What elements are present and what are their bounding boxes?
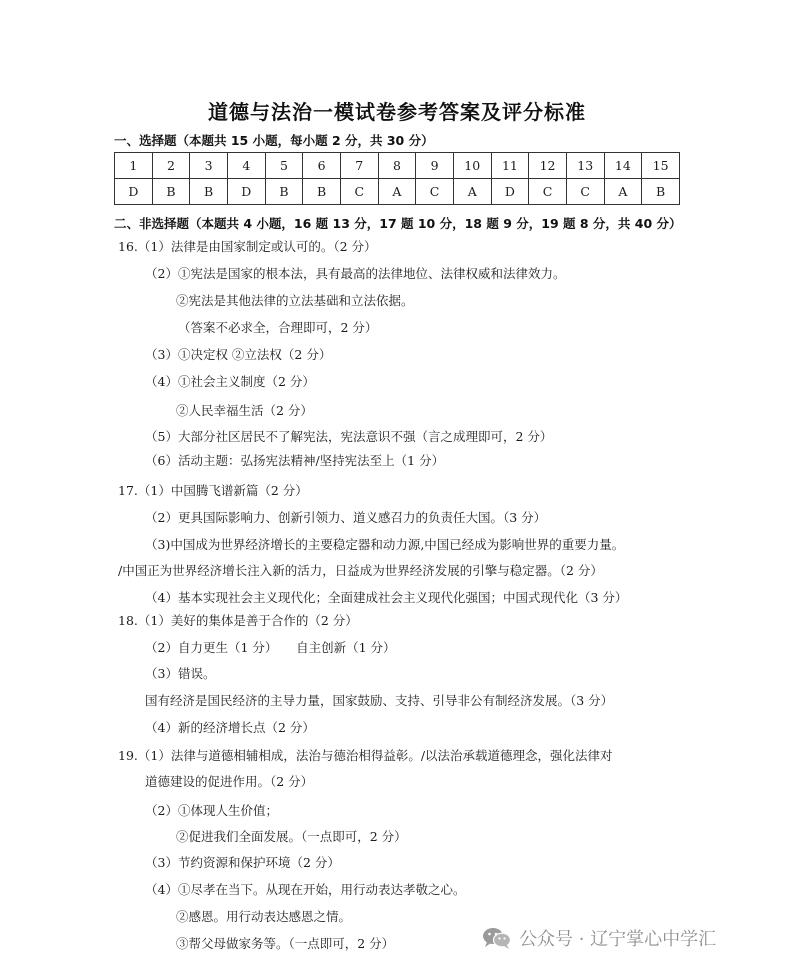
answer-line: 18.（1）美好的集体是善于合作的（2 分） [118,613,358,628]
wechat-icon [482,926,512,950]
answer-cell: A [604,179,642,205]
answer-line: （5）大部分社区居民不了解宪法，宪法意识不强（言之成理即可，2 分） [145,429,553,444]
section-1-heading: 一、选择题（本题共 15 小题，每小题 2 分，共 30 分） [114,133,434,148]
answer-cell: D [491,179,529,205]
answer-cell: D [227,179,265,205]
question-number: 6 [303,153,341,179]
answer-line: ②促进我们全面发展。（一点即可，2 分） [176,829,407,844]
answer-table [114,152,680,205]
answer-cell: A [378,179,416,205]
question-number: 14 [604,153,642,179]
answer-cell: B [642,179,680,205]
answer-line: （2）自力更生（1 分） 自主创新（1 分） [145,640,396,655]
answer-line: （答案不必求全，合理即可，2 分） [178,320,378,335]
question-number: 2 [152,153,190,179]
answer-line: （6）活动主题：弘扬宪法精神/坚持宪法至上（1 分） [145,453,445,468]
page-title: 道德与法治一模试卷参考答案及评分标准 [208,100,586,124]
question-number: 15 [642,153,680,179]
answer-line: 19.（1）法律与道德相辅相成，法治与德治相得益彰。/以法治承载道德理念，强化法律对 [118,748,613,763]
answer-line: （2）更具国际影响力、创新引领力、道义感召力的负责任大国。（3 分） [145,510,547,525]
question-number: 5 [265,153,303,179]
answer-line: （4）新的经济增长点（2 分） [145,720,315,735]
answer-line: /中国正为世界经济增长注入新的活力，日益成为世界经济发展的引擎与稳定器。（2 分） [118,563,603,578]
question-number: 1 [115,153,153,179]
answer-line: 道德建设的促进作用。（2 分） [145,774,314,789]
answer-line: （3）错误。 [145,666,216,681]
answer-line: （2）①宪法是国家的根本法，具有最高的法律地位、法律权威和法律效力。 [145,266,566,281]
answer-cell: B [190,179,228,205]
answer-cell: A [453,179,491,205]
question-number: 3 [190,153,228,179]
answer-line: （3）①决定权 ②立法权（2 分） [145,347,332,362]
answer-line: （4）①社会主义制度（2 分） [145,374,315,389]
section-2-heading: 二、非选择题（本题共 4 小题，16 题 13 分，17 题 10 分，18 题 9 分，19 题 8 分，共 40 分） [114,216,682,231]
answer-line: ③帮父母做家务等。（一点即可，2 分） [176,936,395,951]
answer-line: （3)中国成为世界经济增长的主要稳定器和动力源,中国已经成为影响世界的重要力量。 [145,537,625,552]
answer-line: ②人民幸福生活（2 分） [176,403,313,418]
watermark-text: 公众号 · 辽宁掌心中学汇 [519,929,717,950]
answer-cell: C [566,179,604,205]
answer-table-number-row [115,153,680,179]
answer-cell: C [340,179,378,205]
answer-line: 国有经济是国民经济的主导力量，国家鼓励、支持、引导非公有制经济发展。（3 分） [145,693,614,708]
answer-line: 17.（1）中国腾飞谱新篇（2 分） [118,483,308,498]
answer-line: （3）节约资源和保护环境（2 分） [145,855,340,870]
answer-line: （4）①尽孝在当下。从现在开始，用行动表达孝敬之心。 [145,882,466,897]
question-number: 13 [566,153,604,179]
question-number: 4 [227,153,265,179]
answer-cell: B [265,179,303,205]
answer-cell: D [115,179,153,205]
question-number: 11 [491,153,529,179]
answer-line: ②宪法是其他法律的立法基础和立法依据。 [176,293,414,308]
question-number: 7 [340,153,378,179]
answer-cell: C [529,179,567,205]
watermark [482,923,716,953]
question-number: 8 [378,153,416,179]
question-number: 9 [416,153,454,179]
answer-line: ②感恩。用行动表达感恩之情。 [176,909,352,924]
answer-line: 16.（1）法律是由国家制定或认可的。（2 分） [118,239,377,254]
question-number: 10 [453,153,491,179]
answer-line: （4）基本实现社会主义现代化；全面建成社会主义现代化强国；中国式现代化（3 分） [145,590,628,605]
answer-table-answer-row [115,179,680,205]
answer-cell: B [303,179,341,205]
answer-cell: B [152,179,190,205]
answer-line: （2）①体现人生价值； [145,803,278,818]
answer-cell: C [416,179,454,205]
question-number: 12 [529,153,567,179]
